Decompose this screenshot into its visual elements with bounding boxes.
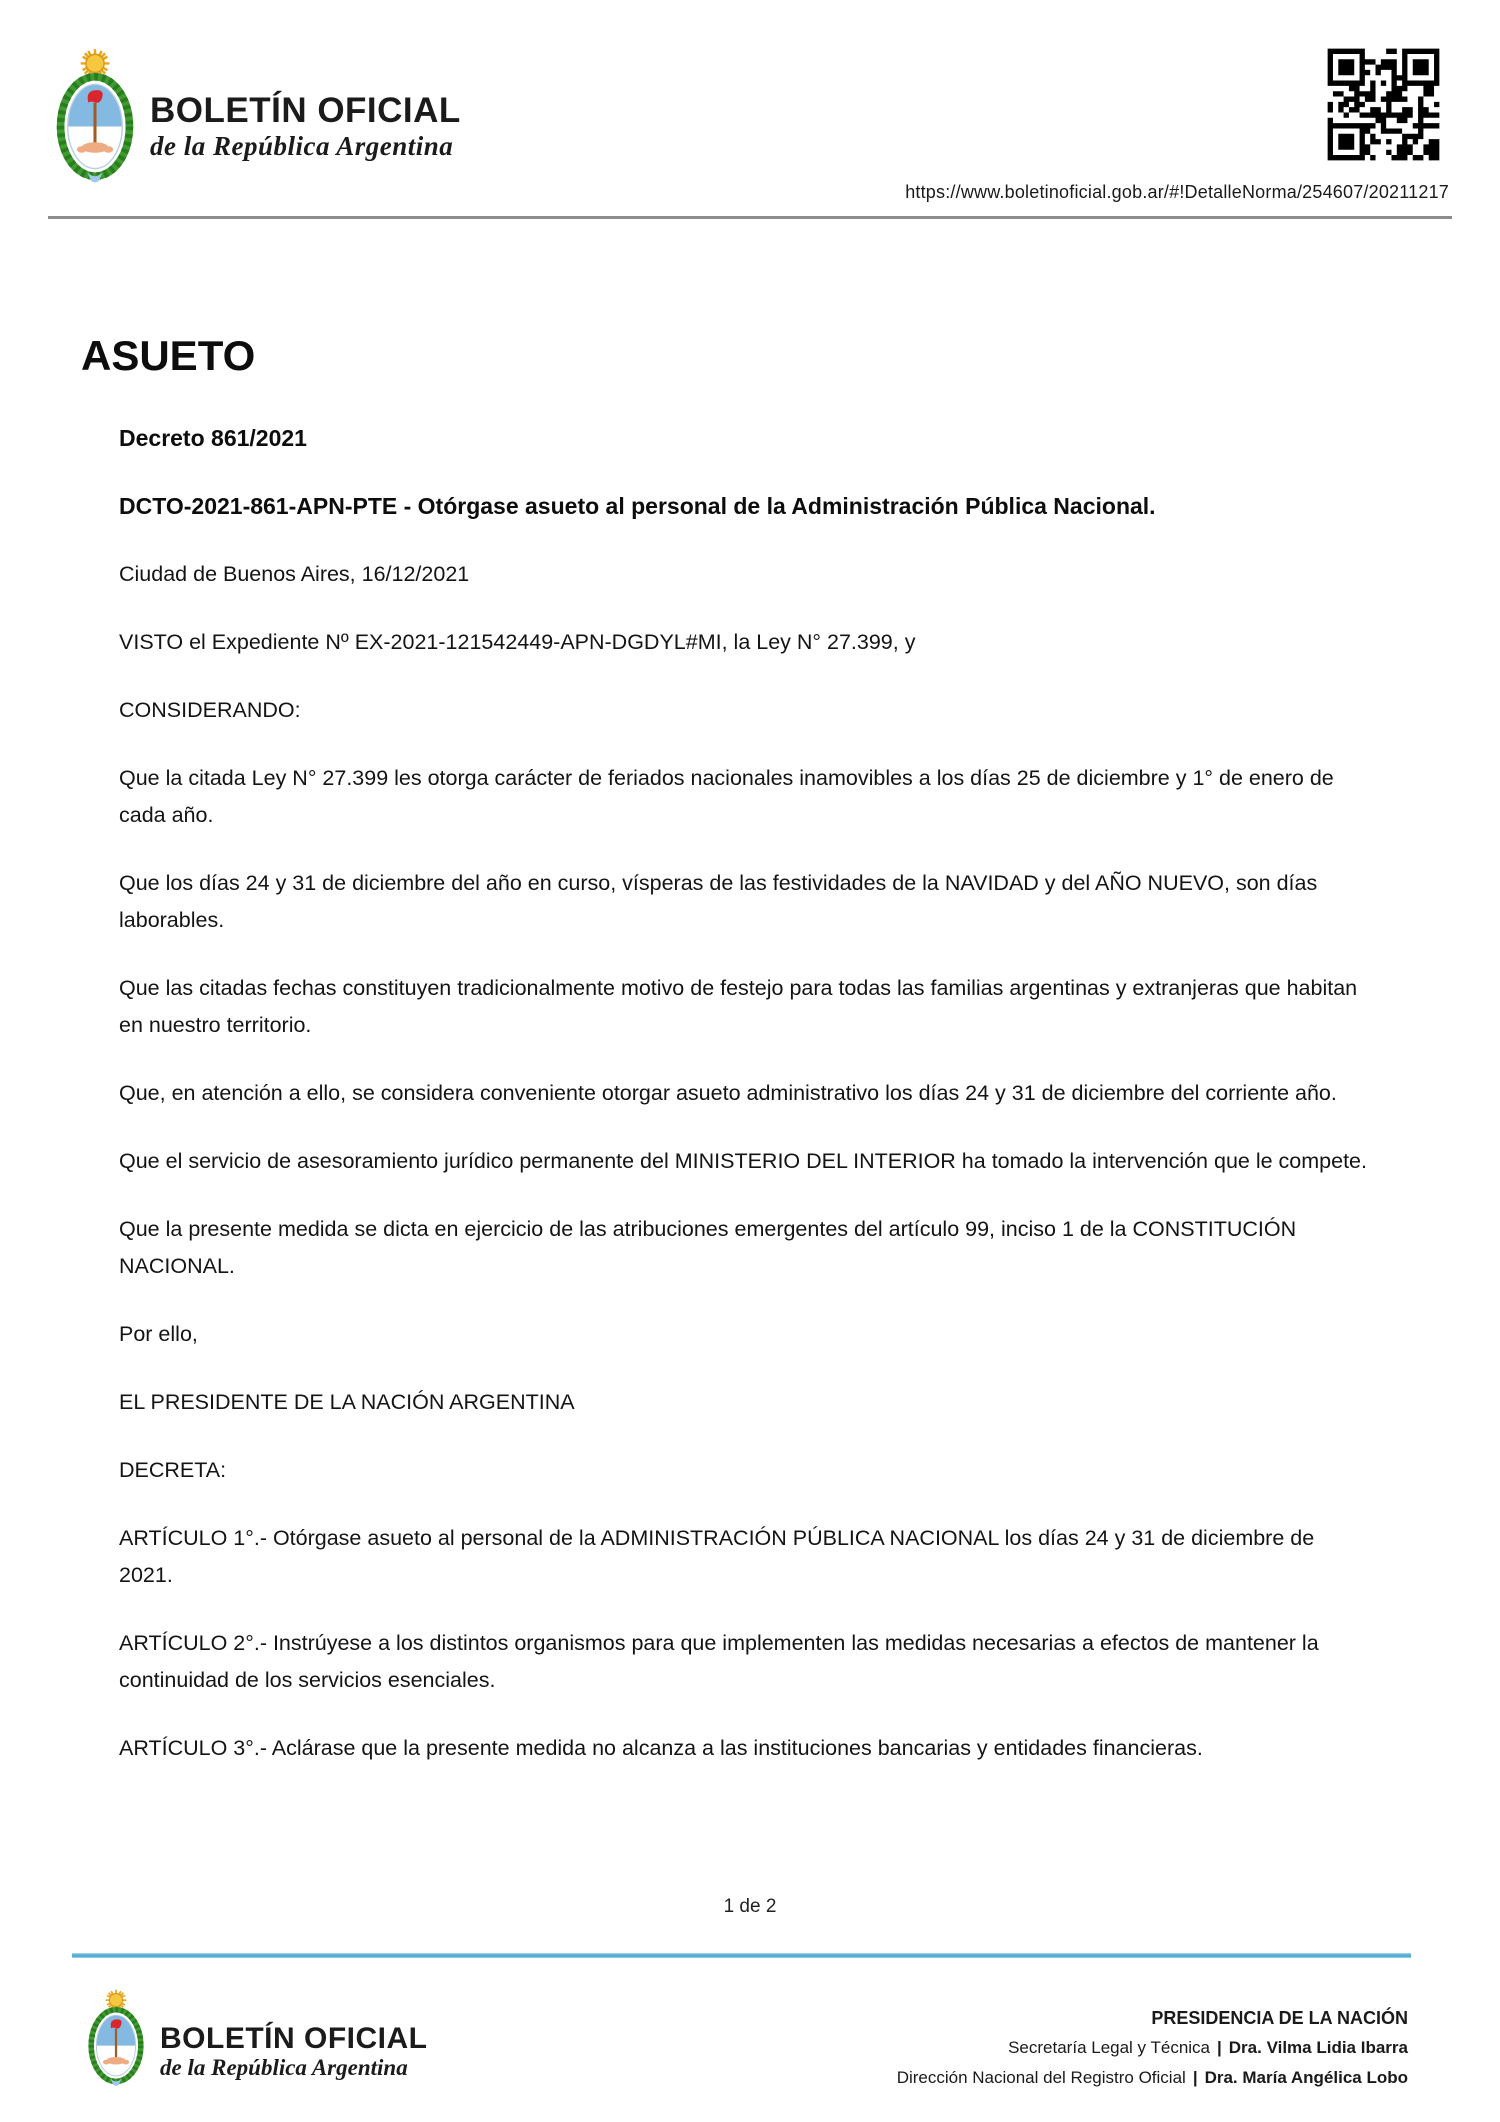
decree-content <box>81 334 1391 1798</box>
paragraph-articulo-3: ARTÍCULO 3°.- Aclárase que la presente medida no alcanza a las instituciones bancarias y entidades financieras. <box>119 1736 1203 1760</box>
footer-divider <box>72 1953 1411 1958</box>
secretary-name: Dra. Vilma Lidia Ibarra <box>1228 2038 1408 2057</box>
paragraph-articulo-1: ARTÍCULO 1°.- Otórgase asueto al personal de la ADMINISTRACIÓN PÚBLICA NACIONAL los días 24 y 31 de diciembre de 2021. <box>119 1526 1315 1587</box>
directorate-line <box>897 2063 1408 2093</box>
paragraph-recital-6: Que la presente medida se dicta en ejercicio de las atribuciones emergentes del artículo 99, inciso 1 de la CONSTITUCIÓN NACIONAL. <box>119 1217 1297 1278</box>
argentina-coat-of-arms-icon <box>85 1985 147 2091</box>
secretary-label: Secretaría Legal y Técnica <box>1008 2038 1211 2057</box>
page-indicator: 1 de 2 <box>723 1896 777 1917</box>
footer-logo-subtitle: de la República Argentina <box>160 2055 408 2080</box>
directorate-label: Dirección Nacional del Registro Oficial <box>896 2068 1186 2087</box>
paragraph-recital-2: Que los días 24 y 31 de diciembre del año en curso, vísperas de las festividades de la NAVIDAD y del AÑO NUEVO, son días laborables. <box>119 871 1318 932</box>
decree-heading: DCTO-2021-861-APN-PTE - Otórgase asueto al personal de la Administración Pública Nacional. <box>119 493 1156 519</box>
paragraph-decreta: DECRETA: <box>119 1458 227 1482</box>
argentina-coat-of-arms-icon <box>52 48 138 184</box>
document-url[interactable]: https://www.boletinoficial.gob.ar/#!DetalleNorma/254607/20211217 <box>905 182 1449 202</box>
paragraph-visto: VISTO el Expediente Nº EX-2021-121542449-APN-DGDYL#MI, la Ley N° 27.399, y <box>119 630 916 654</box>
footer-logo-title: BOLETÍN OFICIAL <box>160 2022 428 2055</box>
header-divider <box>48 216 1452 219</box>
paragraph-recital-4: Que, en atención a ello, se considera conveniente otorgar asueto administrativo los días 24 y 31 de diciembre del corriente año. <box>119 1081 1337 1105</box>
paragraph-president-line: EL PRESIDENTE DE LA NACIÓN ARGENTINA <box>119 1390 575 1414</box>
page-title: ASUETO <box>81 332 256 379</box>
paragraph-recital-5: Que el servicio de asesoramiento jurídico permanente del MINISTERIO DEL INTERIOR ha tomado la intervención que le compete. <box>119 1149 1367 1173</box>
decree-number: Decreto 861/2021 <box>119 425 307 451</box>
presidency-title: PRESIDENCIA DE LA NACIÓN <box>1151 2008 1408 2028</box>
paragraph-city-date: Ciudad de Buenos Aires, 16/12/2021 <box>119 562 470 586</box>
separator-pipe: | <box>1192 2068 1198 2087</box>
directorate-name: Dra. María Angélica Lobo <box>1204 2068 1408 2087</box>
paragraph-recital-1: Que la citada Ley N° 27.399 les otorga carácter de feriados nacionales inamovibles a los días 25 de diciembre y 1° de enero de cada año. <box>119 766 1334 827</box>
header-logo-subtitle: de la República Argentina <box>150 131 454 161</box>
paragraph-articulo-2: ARTÍCULO 2°.- Instrúyese a los distintos organismos para que implementen las medidas necesarias a efectos de mantener la continuidad de los servicios esenciales. <box>119 1631 1319 1692</box>
paragraph-considerando: CONSIDERANDO: <box>119 698 301 722</box>
separator-pipe: | <box>1217 2038 1222 2057</box>
header-logo-title: BOLETÍN OFICIAL <box>150 91 461 130</box>
secretary-line <box>897 2033 1408 2063</box>
paragraph-por-ello: Por ello, <box>119 1322 198 1346</box>
paragraph-recital-3: Que las citadas fechas constituyen tradicionalmente motivo de festejo para todas las familias argentinas y extranjeras que habitan en nuestro territorio. <box>119 976 1358 1037</box>
qr-code <box>1317 38 1450 171</box>
signature-block <box>897 2003 1408 2093</box>
